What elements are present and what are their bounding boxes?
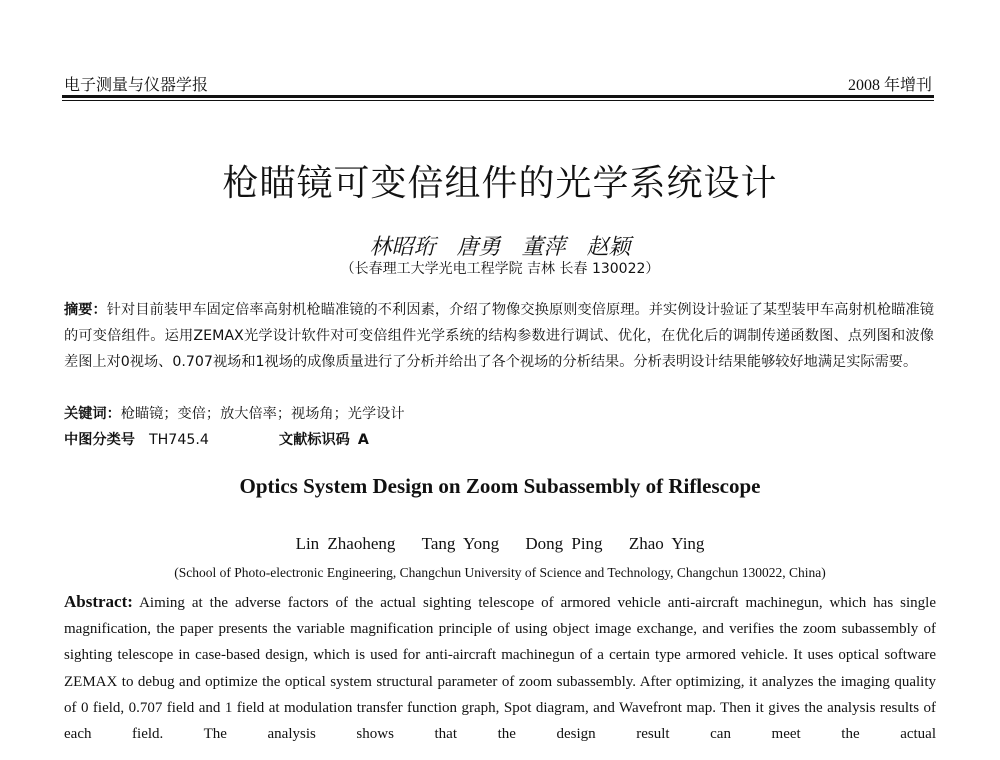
cn-keywords-label: 关键词： — [64, 406, 121, 422]
cn-authors — [0, 230, 1000, 261]
doc-value: A — [357, 432, 369, 448]
cn-classification — [64, 427, 934, 453]
en-title: Optics System Design on Zoom Subassembly of Riflescope — [239, 474, 761, 498]
en-author: Zhao Ying — [628, 534, 705, 553]
cn-author: 赵颖 — [586, 235, 631, 260]
en-author: Tang Yong — [421, 534, 500, 553]
cn-abstract-label: 摘要： — [64, 302, 107, 318]
cn-author: 董萍 — [521, 235, 566, 260]
journal-name: 电子测量与仪器学报 — [64, 75, 209, 94]
en-author: Lin Zhaoheng — [295, 534, 396, 553]
cn-abstract-text: 针对目前装甲车固定倍率高射机枪瞄准镜的不利因素，介绍了物像交换原则变倍原理。并实例设计验证了某型装甲车高射机枪瞄准镜的可变倍组件。运用ZEMAX光学设计软件对可变倍组件光学系统的结构参数进行调试、优化，在优化后的调制传递函数图、点列图和波像差图上对0视场、0.707视场和1视场的成像质量进行了分析并给出了各个视场的分析结果。分析表明设计结果能够较好地满足实际需要。 — [64, 302, 934, 370]
cn-author: 唐勇 — [456, 235, 501, 260]
class-label: 中图分类号 — [64, 432, 135, 448]
en-abstract — [64, 589, 936, 747]
class-value: TH745.4 — [148, 432, 209, 448]
doc-label: 文献标识码 — [278, 432, 350, 448]
cn-abstract — [64, 297, 934, 375]
cn-title: 枪瞄镜可变倍组件的光学系统设计 — [222, 163, 778, 204]
en-author: Dong Ping — [525, 534, 603, 553]
cn-keywords-text: 枪瞄镜；变倍；放大倍率；视场角；光学设计 — [120, 406, 405, 422]
cn-author: 林昭珩 — [369, 235, 436, 260]
header-rule — [62, 95, 934, 98]
cn-affiliation: （长春理工大学光电工程学院 吉林 长春 130022） — [340, 261, 660, 277]
en-abstract-text: Aiming at the adverse factors of the actual sighting telescope of armored vehicle anti-aircraft machinegun, which has single magnification, the paper presents the variable magnification principle of using object image exchange, and verifies the zoom subassembly of sighting telescope in case-based design, which is used for anti-aircraft machinegun of a certain type armored vehicle. It uses optical software ZEMAX to debug and optimize the optical system structural parameter of zoom subassembly. After optimizing, it analyzes the imaging quality of 0 field, 0.707 field and 1 field at modulation transfer function graph, Spot diagram, and Wavefront map. Then it gives the analysis results of each field. The analysis shows that the design result can meet the actual — [64, 595, 936, 743]
cn-keywords — [64, 401, 934, 427]
header-rule-thin — [62, 100, 934, 101]
en-authors — [0, 534, 1000, 554]
en-affiliation: (School of Photo-electronic Engineering, Changchun University of Science and Technology, Changchun 130022, China) — [174, 565, 826, 580]
en-abstract-label: Abstract: — [64, 592, 133, 611]
issue-label: 2008 年增刊 — [847, 77, 932, 94]
